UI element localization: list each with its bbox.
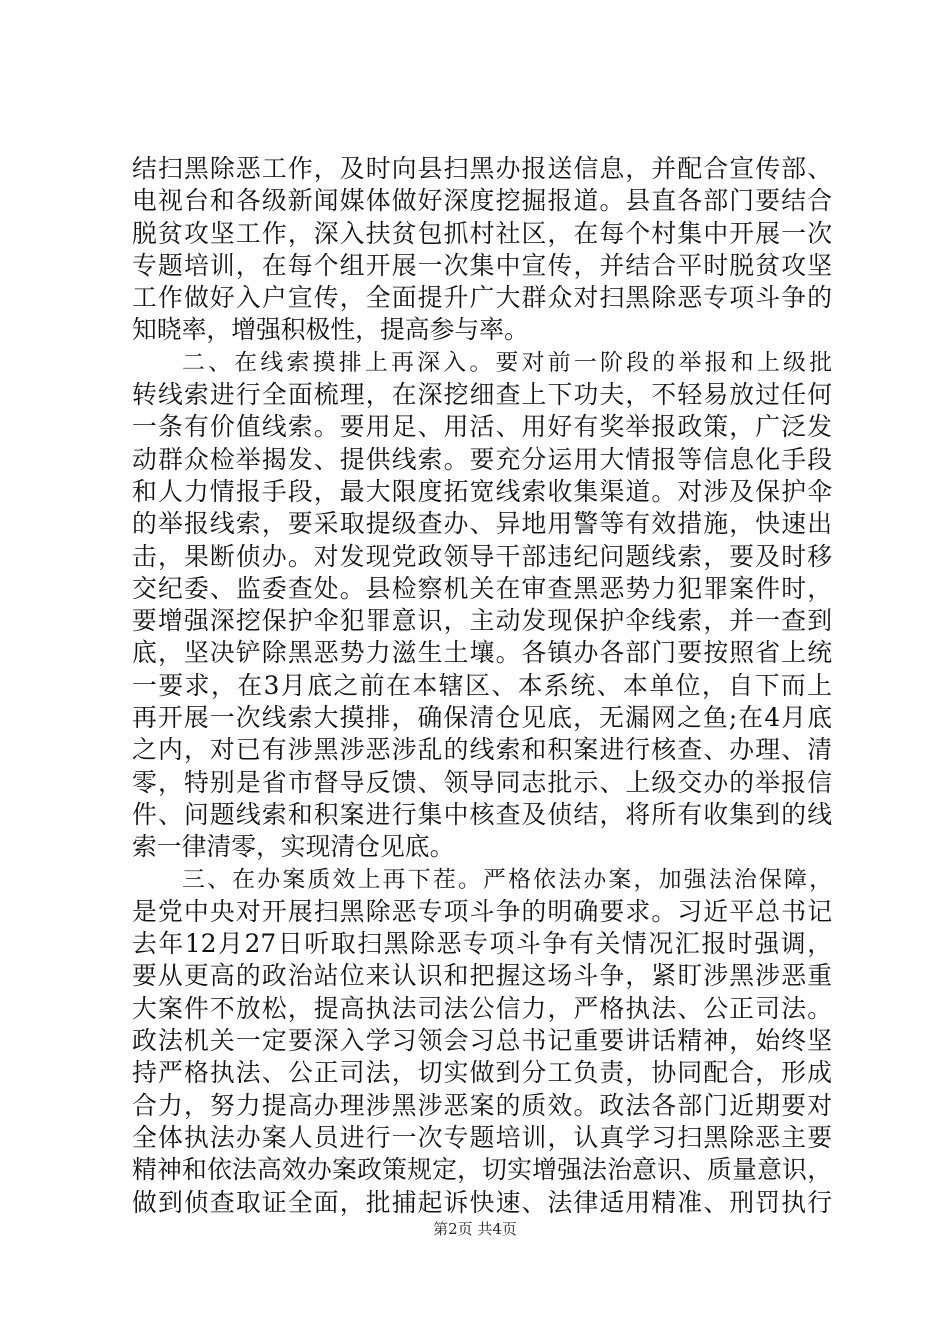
text-line: 转线索进行全面梳理，在深挖细查上下功夫，不轻易放过任何 — [132, 380, 832, 410]
text-line: 精神和依法高效办案政策规定，切实增强法治意识、质量意识， — [132, 1155, 832, 1185]
text-line: 一要求，在3月底之前在本辖区、本系统、本单位，自下而上 — [132, 670, 832, 700]
text-line: 是党中央对开展扫黑除恶专项斗争的明确要求。习近平总书记 — [132, 896, 832, 926]
paragraph-first-line: 三、在办案质效上再下茬。严格依法办案，加强法治保障， — [182, 866, 832, 893]
text-line: 持严格执法、公正司法，切实做到分工负责，协同配合，形成 — [132, 1058, 832, 1088]
text-line: 索一律清零，实现清仓见底。 — [132, 832, 455, 862]
text-line: 件、问题线索和积案进行集中核查及侦结，将所有收集到的线 — [132, 799, 832, 829]
text-line: 做到侦查取证全面，批捕起诉快速、法律适用精准、刑罚执行 — [132, 1187, 832, 1217]
text-line: 底，坚决铲除黑恶势力滋生土壤。各镇办各部门要按照省上统 — [132, 638, 832, 668]
text-line: 合力，努力提高办理涉黑涉恶案的质效。政法各部门近期要对 — [132, 1090, 832, 1120]
page-footer: 第2页 共4页 — [433, 1220, 517, 1238]
text-line: 结扫黑除恶工作，及时向县扫黑办报送信息，并配合宣传部、 — [132, 154, 832, 183]
text-line: 全体执法办案人员进行一次专题培训，认真学习扫黑除恶主要 — [132, 1122, 832, 1152]
text-line: 政法机关一定要深入学习领会习总书记重要讲话精神，始终坚 — [132, 1026, 832, 1056]
text-line: 和人力情报手段，最大限度拓宽线索收集渠道。对涉及保护伞 — [132, 476, 832, 506]
text-line: 脱贫攻坚工作，深入扶贫包抓村社区，在每个村集中开展一次 — [132, 218, 832, 248]
text-line: 之内，对已有涉黑涉恶涉乱的线索和积案进行核查、办理、清 — [132, 735, 832, 765]
text-line: 专题培训，在每个组开展一次集中宣传，并结合平时脱贫攻坚 — [132, 250, 832, 280]
text-line: 知晓率，增强积极性，提高参与率。 — [132, 315, 529, 345]
text-line: 再开展一次线索大摸排，确保清仓见底，无漏网之鱼;在4月底 — [132, 703, 832, 733]
text-line: 去年12月27日听取扫黑除恶专项斗争有关情况汇报时强调， — [132, 929, 832, 959]
text-line: 击，果断侦办。对发现党政领导干部违纪问题线索，要及时移 — [132, 541, 832, 571]
text-line: 工作做好入户宣传，全面提升广大群众对扫黑除恶专项斗争的 — [132, 283, 832, 313]
text-line: 一条有价值线索。要用足、用活、用好有奖举报政策，广泛发 — [132, 412, 832, 442]
text-line: 零，特别是省市督导反馈、领导同志批示、上级交办的举报信 — [132, 767, 832, 797]
document-body — [132, 153, 832, 1219]
text-line: 大案件不放松，提高执法司法公信力，严格执法、公正司法。 — [132, 993, 832, 1023]
text-line: 交纪委、监委查处。县检察机关在审查黑恶势力犯罪案件时， — [132, 573, 832, 603]
text-line: 电视台和各级新闻媒体做好深度挖掘报道。县直各部门要结合 — [132, 186, 832, 216]
paragraph-first-line: 二、在线索摸排上再深入。要对前一阶段的举报和上级批 — [182, 349, 832, 376]
text-line: 要增强深挖保护伞犯罪意识，主动发现保护伞线索，并一查到 — [132, 606, 832, 636]
text-line: 的举报线索，要采取提级查办、异地用警等有效措施，快速出 — [132, 509, 832, 539]
text-line: 动群众检举揭发、提供线索。要充分运用大情报等信息化手段 — [132, 444, 832, 474]
text-line: 要从更高的政治站位来认识和把握这场斗争，紧盯涉黑涉恶重 — [132, 961, 832, 991]
